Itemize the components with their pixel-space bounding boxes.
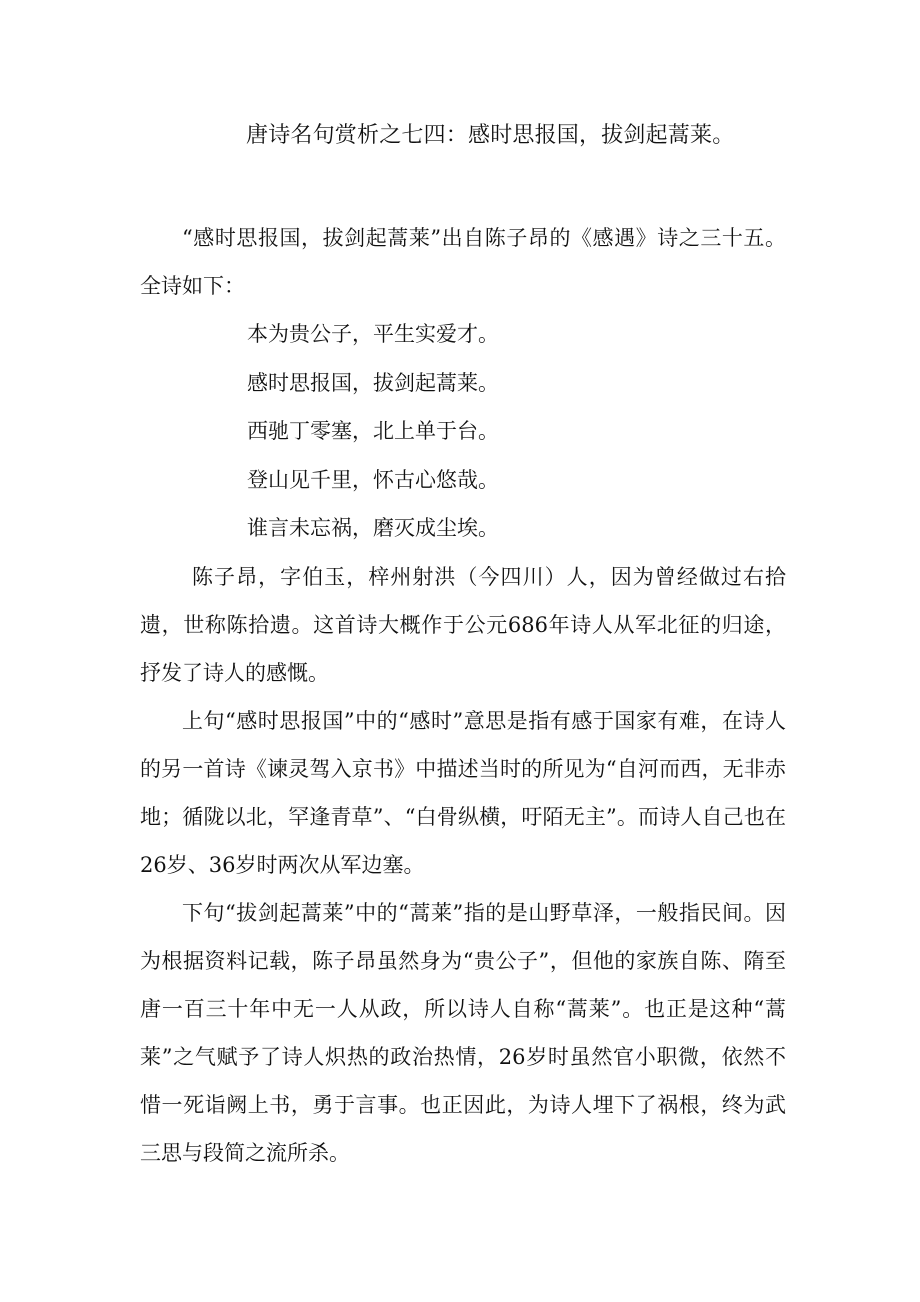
poem-block	[140, 310, 786, 553]
poem-line: 登山见千里，怀古心悠哉。	[247, 467, 499, 492]
poem-line: 西驰丁零塞，北上单于台。	[247, 419, 499, 443]
second-line-paragraph: 下句“拔剑起蒿莱”中的“蒿莱”指的是山野草泽，一般指民间。因为根据资料记载，陈子昂虽然身为“贵公子”，但他的家族自陈、隋至唐一百三十年中无一人从政，所以诗人自称“蒿莱”。也正是这种“蒿莱”之气赋予了诗人炽热的政治热情，26岁时虽然官小职微，依然不惜一死诣阙上书，勇于言事。也正因此，为诗人埋下了祸根，终为武三思与段简之流所杀。	[140, 900, 786, 1165]
first-line-paragraph: 上句“感时思报国”中的“感时”意思是指有感于国家有难，在诗人的另一首诗《谏灵驾入京书》中描述当时的所见为“自河而西，无非赤地；循陇以北，罕逢青草”、“白骨纵横，吁陌无主”。而诗人自己也在26岁、36岁时两次从军边塞。	[140, 708, 786, 877]
intro-paragraph: “感时思报国，拔剑起蒿莱”出自陈子昂的《感遇》诗之三十五。全诗如下：	[140, 226, 786, 298]
document-body	[140, 214, 786, 1177]
author-paragraph: 陈子昂，字伯玉，梓州射洪（今四川）人，因为曾经做过右拾遗，世称陈拾遗。这首诗大概作于公元686年诗人从军北征的归途，抒发了诗人的感慨。	[140, 564, 786, 685]
poem-line: 本为贵公子，平生实爱才。	[247, 322, 499, 346]
poem-line: 谁言未忘祸，磨灭成尘埃。	[247, 516, 499, 540]
document-title: 唐诗名句赏析之七四：感时思报国，拔剑起蒿莱。	[246, 123, 735, 148]
poem-line: 感时思报国，拔剑起蒿莱。	[247, 370, 499, 395]
